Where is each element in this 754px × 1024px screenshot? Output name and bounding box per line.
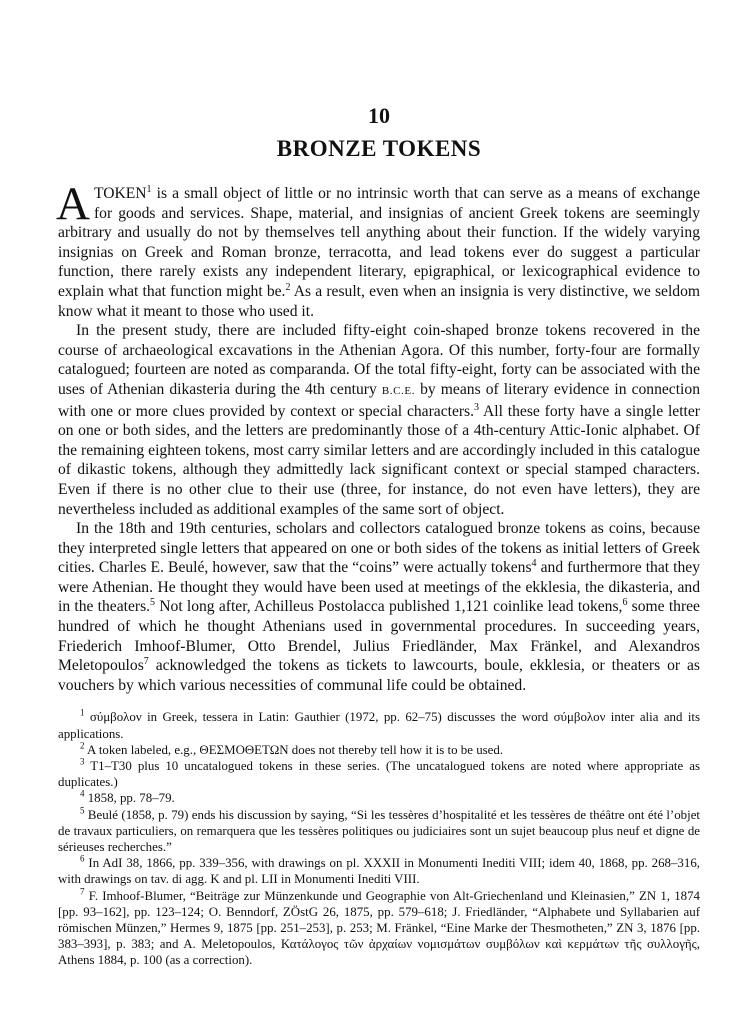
footnote-ref-7[interactable]: 7: [143, 656, 149, 668]
footnote-text: σύμβολον in Greek, tessera in Latin: Gauthier (1972, pp. 62–75) discusses the word σύμβολον inter alia and its applications.: [58, 710, 701, 741]
chapter-number: 10: [368, 103, 390, 128]
footnote-4: [58, 790, 700, 806]
footnote-7: [58, 888, 700, 969]
paragraph-3-text-c: Not long after, Achilleus Postolacca published 1,121 coinlike lead tokens,: [155, 598, 623, 616]
paragraph-1-lead: TOKEN: [93, 185, 147, 202]
footnote-number: 1: [80, 708, 85, 719]
paragraph-3-text: In the 18th and 19th centuries, scholars and collectors catalogued bronze tokens as coins, because they interpreted single letters that appeared on one or both sides of the tokens as initial letters of Greek cities. Charles E. Beulé, however, saw that the “coins” were actually tokens: [58, 520, 700, 577]
footnote-text: T1–T30 plus 10 uncatalogued tokens in these series. (The uncatalogued tokens are noted where appropriate as duplicates.): [58, 759, 700, 790]
footnote-text: In AdI 38, 1866, pp. 339–356, with drawings on pl. XXXII in Monumenti Inediti VIII; idem 40, 1868, pp. 268–316, with drawings on tav. di agg. K and pl. LII in Monumenti Inediti VIII.: [58, 856, 700, 887]
paragraph-2-text-end: All these forty have a single letter on one or both sides, and the letters are predominantly those of a 4th-century Attic-Ionic alphabet. Of the remaining eighteen tokens, most carry similar letters and are accordingly included in this catalogue of dikastic tokens, although they admittedly lack significant context or special stamped characters. Even if there is no other clue to their use (three, for instance, do not even have letters), they are nevertheless included as additional examples of the same sort of object.: [58, 402, 700, 518]
footnotes: [58, 709, 700, 968]
footnote-number: 2: [80, 740, 85, 751]
footnote-text: A token labeled, e.g., ΘΕΣΜΟΘΕΤΩΝ does not thereby tell how it is to be used.: [87, 742, 504, 757]
footnote-text: Beulé (1858, p. 79) ends his discussion by saying, “Si les tessères d’hospitalité et les tessères de théâtre ont été l’objet de travaux particuliers, on remarquera que les tessères politiques ou judiciaires sont un sujet beaucoup plus neuf et digne de sérieuses recherches.”: [58, 807, 700, 855]
footnote-6: [58, 855, 700, 887]
footnote-ref-2[interactable]: 2: [285, 281, 291, 293]
footnote-number: 4: [80, 789, 85, 800]
footnote-number: 7: [80, 886, 85, 897]
footnote-text: 1858, pp. 78–79.: [87, 791, 175, 806]
drop-cap: A: [56, 178, 90, 230]
paragraph-1: [56, 178, 700, 321]
footnote-ref-4[interactable]: 4: [531, 558, 537, 570]
paragraph-3-text-end: acknowledged the tokens as tickets to lawcourts, boule, ekklesia, or theaters or as vouchers by which various necessities of communal life could be obtained.: [58, 657, 700, 694]
paragraph-2-text: In the present study, there are included fifty-eight coin-shaped bronze tokens recovered in the course of archaeological excavations in the Athenian Agora. Of this number, forty-four are formally catalogued; fourteen are noted as comparanda. Of the total fifty-eight, forty can be associated with the uses of Athenian dikasteria during the 4th century: [58, 322, 700, 398]
paragraph-3: [58, 519, 700, 695]
footnote-ref-6[interactable]: 6: [622, 597, 628, 609]
footnote-3: [58, 758, 700, 790]
paragraph-2-text-mid: by means of literary evidence in connection with one or more clues provided by context or special characters.: [58, 380, 700, 420]
paragraph-3-text-d: some three hundred of which he thought Athenians used in governmental procedures. In succeeding years, Friederich Imhoof-Blumer, Otto Brendel, Julius Friedländer, Max Fränkel, and Alexandros Meletopoulos: [58, 598, 700, 675]
era-abbreviation: B.C.E.: [381, 384, 416, 397]
paragraph-1-text-end: As a result, even when an insignia is very distinctive, we seldom know what it meant to those who used it.: [58, 282, 700, 320]
footnote-number: 5: [80, 805, 85, 816]
footnote-2: [58, 742, 700, 758]
paragraph-2: [58, 321, 700, 519]
footnote-1: [58, 709, 700, 741]
footnote-ref-1[interactable]: 1: [146, 183, 152, 195]
footnote-5: [58, 807, 700, 856]
paragraph-1-text: is a small object of little or no intrinsic worth that can serve as a means of exchange for goods and services. Shape, material, and insignias of ancient Greek tokens are seemingly arbitrary and usually do not by themselves tell anything about their function. If the widely varying insignias on Greek and Roman bronze, terracotta, and lead tokens ever do suggest a particular function, there rarely exists any independent literary, epigraphical, or lexicographical evidence to explain what that function might be.: [58, 185, 700, 300]
footnote-ref-5[interactable]: 5: [150, 597, 156, 609]
footnote-number: 6: [80, 853, 85, 864]
footnote-ref-3[interactable]: 3: [474, 401, 480, 413]
page: [58, 104, 700, 969]
paragraph-3-text-b: and furthermore that they were Athenian. He thought they would have been used at meetings of the ekklesia, the dikasteria, and in the theaters.: [58, 559, 700, 616]
footnote-text: F. Imhoof-Blumer, “Beiträge zur Münzenkunde und Geographie von Alt-Griechenland und Kleinasien,” ZN 1, 1874 [pp. 93–162], pp. 123–124; O. Benndorf, ZÖstG 26, 1875, pp. 579–618; J. Friedländer, “Alphabete und Syllabarien auf römischen Münzen,” Hermes 9, 1875 [pp. 251–253], p. 253; M. Fränkel, “Eine Marke der Thesmotheten,” ZN 3, 1876 [pp. 383–393], p. 383; and A. Meletopoulos, Κατάλογος τῶν ἀρχαίων νομισμάτων συμβόλων καὶ κερμάτων τῆς συλλογῆς, Athens 1884, p. 100 (as a correction).: [58, 888, 700, 968]
footnote-number: 3: [80, 756, 85, 767]
chapter-title: BRONZE TOKENS: [276, 136, 482, 161]
body-text: [56, 178, 700, 695]
